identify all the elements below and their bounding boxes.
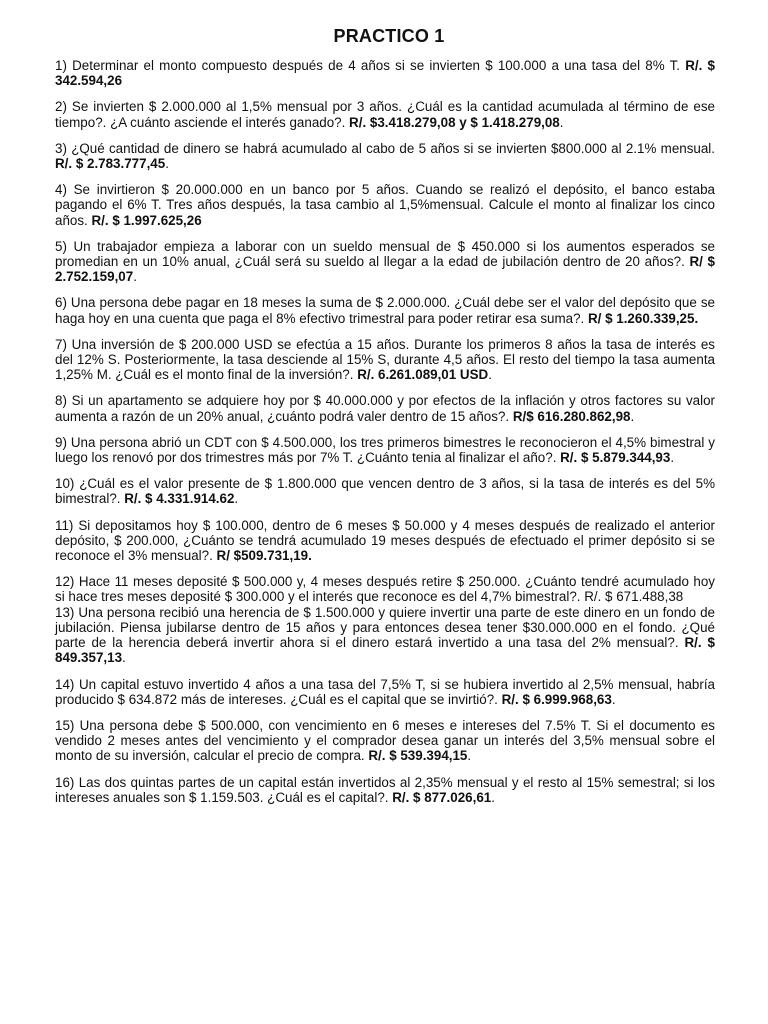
problem-answer: R/. $3.418.279,08 y $ 1.418.279,08 <box>349 114 560 130</box>
problem-13 <box>55 605 715 666</box>
problem-trailing: . <box>670 450 675 466</box>
problem-text: 8) Si un apartamento se adquiere hoy por $ 40.000.000 y por efectos de la inflación y otros factores su valor aumenta a razón de un 20% anual, ¿cuánto podrá valer dentro de 15 años?. <box>55 393 715 424</box>
problem-15 <box>55 718 715 764</box>
problem-text: 5) Un trabajador empieza a laborar con un sueldo mensual de $ 450.000 si los aumentos esperados se promedian en un 10% anual, ¿Cuál será su sueldo al llegar a la edad de jubilación dentro de 20 años?. <box>55 238 715 270</box>
problem-trailing: . <box>630 408 635 424</box>
problem-text: 4) Se invirtieron $ 20.000.000 en un banco por 5 años. Cuando se realizó el depósito, el banco estaba pagando el 6% T. Tres años después, la tasa cambio al 1,5%mensual. Calcule el monto al finalizar los cinco años. <box>55 182 715 228</box>
problem-trailing: . <box>234 491 239 507</box>
problem-7 <box>55 337 715 383</box>
problem-5 <box>55 239 715 285</box>
problem-12 <box>55 574 715 604</box>
problem-trailing: . <box>467 748 472 764</box>
problem-text: 7) Una inversión de $ 200.000 USD se efectúa a 15 años. Durante los primeros 8 años la tasa de interés es del 12% S. Posteriormente, la tasa desciende al 15% S, durante 4,5 años. El resto del tiempo la tasa aumenta 1,25% M. ¿Cuál es el monto final de la inversión?. <box>55 336 715 383</box>
problem-text: 10) ¿Cuál es el valor presente de $ 1.800.000 que vencen dentro de 3 años, si la tasa de interés es del 5% bimestral?. <box>55 476 715 507</box>
problem-answer: R/. $ 849.357,13 <box>55 635 715 666</box>
problem-answer: R/. $ 539.394,15 <box>368 748 468 764</box>
problem-16 <box>55 775 715 805</box>
problem-trailing: . <box>611 691 616 707</box>
problem-answer: R/. 6.261.089,01 USD <box>357 367 489 383</box>
problem-9 <box>55 435 715 465</box>
problem-answer: R/. $ 1.997.625,26 <box>91 212 202 228</box>
problem-text: 6) Una persona debe pagar en 18 meses la suma de $ 2.000.000. ¿Cuál debe ser el valor del depósito que se haga hoy en una cuenta que paga el 8% efectivo trimestral para poder retirar esa suma?. <box>55 295 715 326</box>
problem-answer: R/$ 616.280.862,98 <box>512 408 631 424</box>
problem-text: 2) Se invierten $ 2.000.000 al 1,5% mensual por 3 años. ¿Cuál es la cantidad acumulada al término de ese tiempo?. ¿A cuánto asciende el interés ganado?. <box>55 99 715 130</box>
problem-3 <box>55 141 715 171</box>
problem-answer: R/ $509.731,19. <box>216 548 312 564</box>
problem-text: 11) Si depositamos hoy $ 100.000, dentro de 6 meses $ 50.000 y 4 meses después de realizado el anterior depósito, $ 200.000, ¿Cuánto se tendrá acumulado 19 meses después de efectuado el primer depósito si se reconoce el 3% mensual?. <box>55 517 715 564</box>
problem-trailing: . <box>165 156 169 172</box>
problem-6 <box>55 295 715 325</box>
problem-10 <box>55 476 715 506</box>
problem-text: 15) Una persona debe $ 500.000, con vencimiento en 6 meses e intereses del 7.5% T. Si el documento es vendido 2 meses antes del vencimiento y el comprador desea ganar un interés del 3,5% mensual sobre el monto de su inversión, calcular el precio de compra. <box>55 717 715 764</box>
problem-text: 1) Determinar el monto compuesto después de 4 años si se invierten $ 100.000 a una tasa del 8% T. <box>55 58 686 73</box>
problem-11 <box>55 518 715 564</box>
problem-8 <box>55 393 715 423</box>
problem-answer: R/ $ 2.752.159,07 <box>55 254 715 285</box>
problem-answer: R/. $ 6.999.968,63 <box>501 691 612 707</box>
problem-text: 14) Un capital estuvo invertido 4 años a una tasa del 7,5% T, si se hubiera invertido al 2,5% mensual, habría producido $ 634.872 más de intereses. ¿Cuál es el capital que se invirtió?. <box>55 676 715 707</box>
problem-text: 9) Una persona abrió un CDT con $ 4.500.000, los tres primeros bimestres le reconocieron el 4,5% bimestral y luego los renovó por dos trimestres más por 7% T. ¿Cuánto tenia al finalizar el año?. <box>55 434 715 466</box>
problem-trailing: . <box>559 114 564 130</box>
problem-answer: R/. $ 5.879.344,93 <box>560 450 671 466</box>
problem-trailing: . <box>491 789 495 805</box>
problem-14 <box>55 677 715 707</box>
problem-2 <box>55 99 715 129</box>
problem-text: 12) Hace 11 meses deposité $ 500.000 y, 4 meses después retire $ 250.000. ¿Cuánto tendré acumulado hoy si hace tres meses deposité $ 300.000 y el interés que reconoce es del 4,7% bimestral?. R/. $ 671.488,38 <box>55 574 715 605</box>
problem-4 <box>55 182 715 228</box>
problem-answer: R/. $ 877.026,61 <box>392 789 492 805</box>
page-title: PRACTICO 1 <box>333 26 445 46</box>
problem-trailing: . <box>122 650 126 666</box>
problem-answer: R/. $ 2.783.777,45 <box>55 156 166 172</box>
problem-trailing: . <box>133 269 137 285</box>
problem-trailing: . <box>488 367 492 383</box>
problem-1 <box>55 58 715 88</box>
problem-answer: R/. $ 4.331.914.62 <box>124 491 235 507</box>
problem-answer: R/. $ 342.594,26 <box>55 58 716 89</box>
problem-text: 13) Una persona recibió una herencia de $ 1.500.000 y quiere invertir una parte de este dinero en un fondo de jubilación. Piensa jubilarse dentro de 15 años y para entonces desea tener $30.000.000 en el fondo. ¿Qué parte de la herencia deberá invertir ahora si el dinero estará invertido a una tasa del 2% mensual?. <box>55 604 715 651</box>
problem-text: 16) Las dos quintas partes de un capital están invertidos al 2,35% mensual y el resto al 15% semestral; si los intereses anuales son $ 1.159.503. ¿Cuál es el capital?. <box>55 774 715 805</box>
problem-text: 3) ¿Qué cantidad de dinero se habrá acumulado al cabo de 5 años si se invierten $800.000 al 2.1% mensual. <box>55 140 715 156</box>
problem-answer: R/ $ 1.260.339,25. <box>587 310 699 326</box>
